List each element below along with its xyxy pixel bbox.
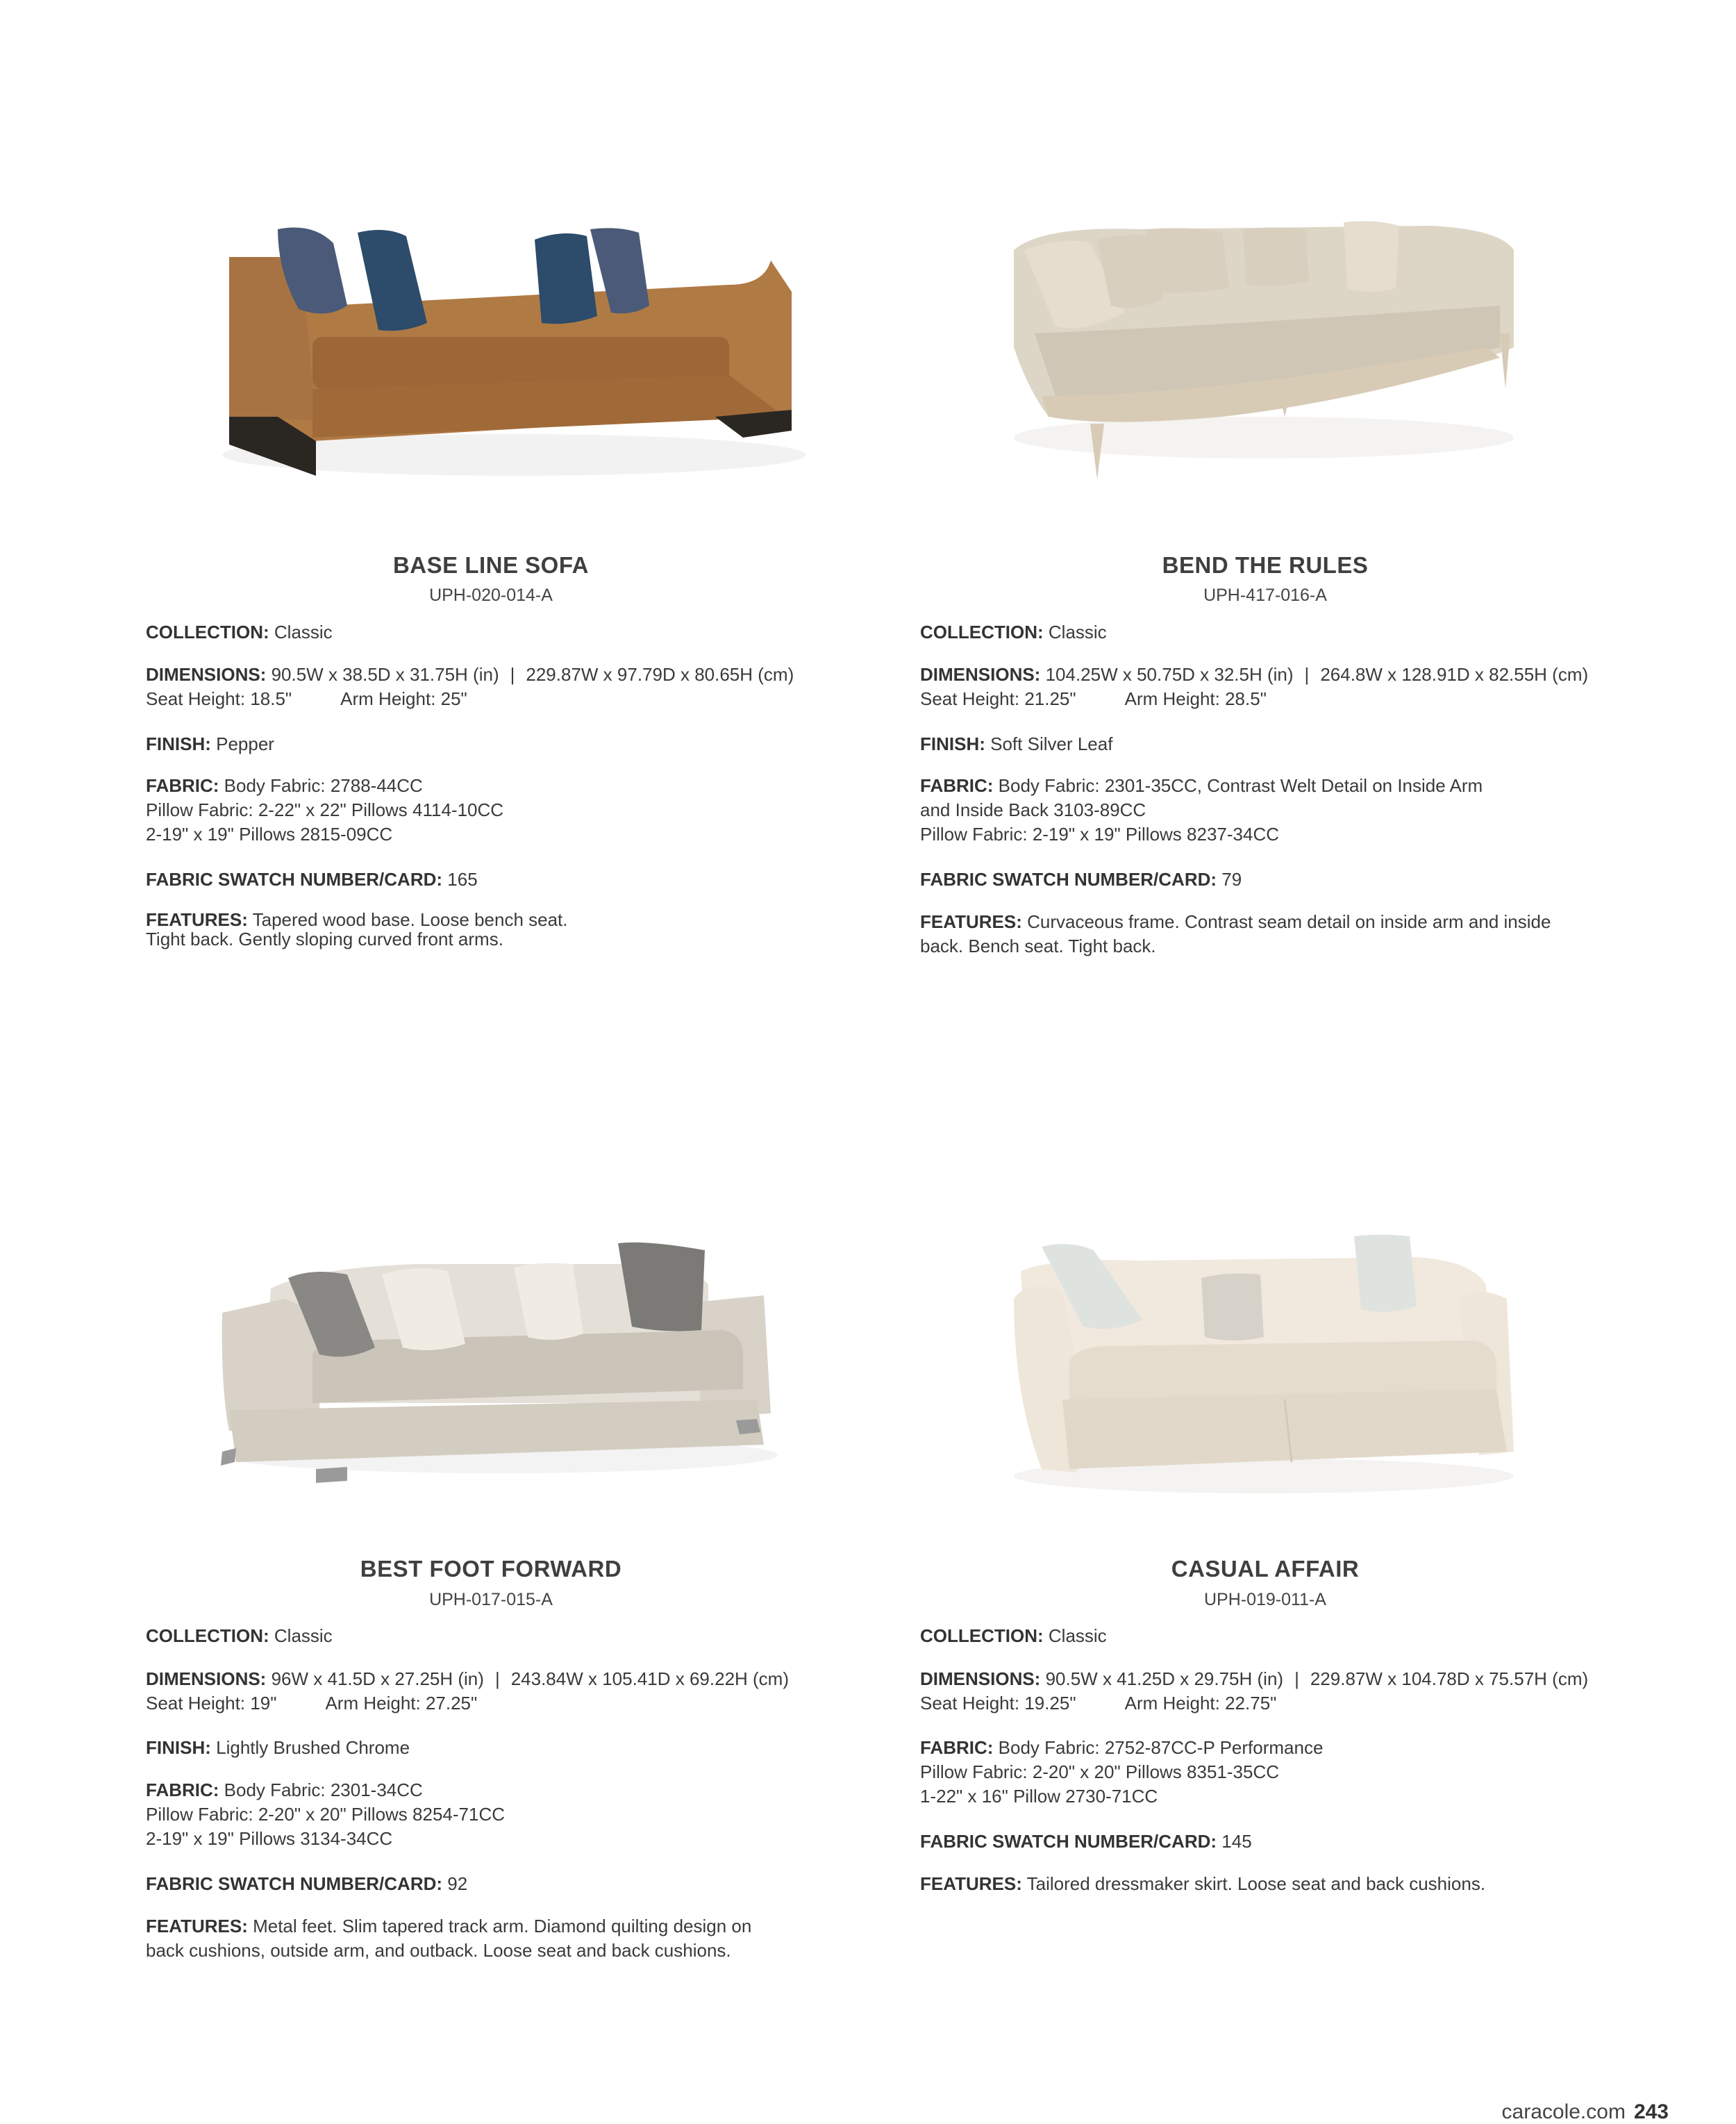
- fabric-line: and Inside Back 3103-89CC: [920, 799, 1146, 820]
- swatch-row: [146, 868, 896, 892]
- features-label: FEATURES:: [146, 1916, 248, 1936]
- dimensions-cm: 229.87W x 104.78D x 75.57H (cm): [1310, 1668, 1589, 1689]
- features-line: back. Bench seat. Tight back.: [920, 936, 1156, 956]
- collection-value: Classic: [274, 622, 333, 642]
- swatch-value: 92: [447, 1873, 468, 1894]
- fabric-line: Pillow Fabric: 2-22" x 22" Pillows 4114-10CC: [146, 799, 504, 820]
- dimensions-label: DIMENSIONS:: [146, 1668, 267, 1689]
- seat-height: Seat Height: 19": [146, 1693, 277, 1714]
- finish-label: FINISH:: [146, 1737, 211, 1758]
- fabric-label: FABRIC:: [920, 1737, 994, 1758]
- fabric-line: Body Fabric: 2752-87CC-P Performance: [998, 1737, 1324, 1758]
- features-line: Curvaceous frame. Contrast seam detail on inside arm and inside: [1027, 911, 1551, 932]
- fabric-line: 2-19" x 19" Pillows 2815-09CC: [146, 824, 393, 845]
- dimensions-label: DIMENSIONS:: [146, 664, 267, 685]
- dimensions-cm: 229.87W x 97.79D x 80.65H (cm): [526, 664, 794, 685]
- arm-height: Arm Height: 22.75": [1124, 1693, 1277, 1714]
- product-sku: UPH-417-016-A: [1203, 586, 1327, 605]
- features-line: Tailored dressmaker skirt. Loose seat and back cushions.: [1026, 1873, 1486, 1894]
- swatch-label: FABRIC SWATCH NUMBER/CARD:: [920, 869, 1217, 890]
- seat-height: Seat Height: 18.5": [146, 688, 292, 709]
- fabric-line: Pillow Fabric: 2-20" x 20" Pillows 8254-71CC: [146, 1804, 506, 1825]
- features-line: back cushions, outside arm, and outback. Loose seat and back cushions.: [146, 1940, 731, 1961]
- page-number: 243: [1633, 2100, 1669, 2123]
- swatch-label: FABRIC SWATCH NUMBER/CARD:: [920, 1831, 1217, 1852]
- swatch-value: 79: [1221, 869, 1242, 890]
- finish-label: FINISH:: [146, 733, 211, 754]
- collection-row: [920, 620, 1670, 645]
- swatch-label: FABRIC SWATCH NUMBER/CARD:: [146, 1873, 443, 1894]
- collection-value: Classic: [274, 1625, 333, 1646]
- swatch-label: FABRIC SWATCH NUMBER/CARD:: [146, 869, 443, 890]
- collection-label: COLLECTION:: [146, 622, 269, 642]
- fabric-label: FABRIC:: [146, 775, 219, 796]
- dimensions-row: DIMENSIONS: 90.5W x 41.25D x 29.75H (in) | 229.87W x 104.78D x 75.57H (cm) Seat Height: 19.25" Arm Height: 22.75": [920, 1667, 1670, 1716]
- collection-value: Classic: [1048, 622, 1107, 642]
- fabric-row: [920, 774, 1670, 847]
- seat-height: Seat Height: 21.25": [920, 688, 1076, 709]
- product-title: BEST FOOT FORWARD: [360, 1556, 622, 1582]
- collection-label: COLLECTION:: [146, 1625, 269, 1646]
- features-label: FEATURES:: [146, 909, 248, 930]
- features-line: Tight back. Gently sloping curved front arms.: [146, 929, 503, 949]
- finish-label: FINISH:: [920, 733, 985, 754]
- product-title: CASUAL AFFAIR: [1171, 1556, 1360, 1582]
- product-title: BASE LINE SOFA: [392, 552, 590, 578]
- dimensions-in: 104.25W x 50.75D x 32.5H (in): [1045, 664, 1294, 685]
- dimensions-row: DIMENSIONS: 104.25W x 50.75D x 32.5H (in) | 264.8W x 128.91D x 82.55H (cm) Seat Height: 21.25" Arm Height: 28.5": [920, 663, 1670, 711]
- fabric-line: Pillow Fabric: 2-19" x 19" Pillows 8237-34CC: [920, 824, 1280, 845]
- fabric-line: Pillow Fabric: 2-20" x 20" Pillows 8351-35CC: [920, 1761, 1280, 1782]
- features-line: Metal feet. Slim tapered track arm. Diamond quilting design on: [253, 1916, 752, 1936]
- features-line: Tapered wood base. Loose bench seat.: [252, 909, 568, 930]
- fabric-row: [920, 1736, 1670, 1809]
- fabric-line: Body Fabric: 2301-35CC, Contrast Welt Detail on Inside Arm: [998, 775, 1483, 796]
- swatch-row: [920, 868, 1670, 892]
- swatch-value: 165: [447, 869, 478, 890]
- swatch-value: 145: [1221, 1831, 1252, 1852]
- fabric-line: 1-22" x 16" Pillow 2730-71CC: [920, 1786, 1158, 1807]
- finish-value: Soft Silver Leaf: [990, 733, 1113, 754]
- product-sku: UPH-019-011-A: [1203, 1590, 1326, 1609]
- product-sku: UPH-017-015-A: [429, 1590, 553, 1609]
- base-line-sofa-photo: [187, 208, 812, 500]
- features-row: [146, 910, 896, 949]
- swatch-row: [920, 1830, 1670, 1854]
- collection-row: [146, 1624, 896, 1648]
- finish-value: Pepper: [216, 733, 274, 754]
- features-row: [920, 1872, 1670, 1896]
- finish-row: [146, 732, 896, 756]
- features-label: FEATURES:: [920, 911, 1022, 932]
- best-foot-forward-photo: [208, 1222, 785, 1500]
- fabric-row: [146, 1778, 896, 1851]
- fabric-label: FABRIC:: [920, 775, 994, 796]
- dimensions-label: DIMENSIONS:: [920, 664, 1041, 685]
- collection-row: [146, 620, 896, 645]
- page-footer: [1502, 2100, 1669, 2124]
- fabric-label: FABRIC:: [146, 1779, 219, 1800]
- dimensions-in: 90.5W x 41.25D x 29.75H (in): [1045, 1668, 1284, 1689]
- fabric-line: 2-19" x 19" Pillows 3134-34CC: [146, 1828, 393, 1849]
- dimensions-cm: 243.84W x 105.41D x 69.22H (cm): [510, 1668, 789, 1689]
- arm-height: Arm Height: 28.5": [1124, 688, 1267, 709]
- dimensions-row: DIMENSIONS: 90.5W x 38.5D x 31.75H (in) | 229.87W x 97.79D x 80.65H (cm) Seat Height: 18.5" Arm Height: 25": [146, 663, 896, 711]
- collection-value: Classic: [1048, 1625, 1107, 1646]
- collection-label: COLLECTION:: [920, 622, 1044, 642]
- fabric-row: [146, 774, 896, 847]
- arm-height: Arm Height: 27.25": [325, 1693, 478, 1714]
- fabric-line: Body Fabric: 2788-44CC: [224, 775, 423, 796]
- arm-height: Arm Height: 25": [340, 688, 467, 709]
- features-row: [920, 910, 1670, 959]
- product-sku: UPH-020-014-A: [429, 586, 553, 605]
- dimensions-label: DIMENSIONS:: [920, 1668, 1041, 1689]
- dimensions-in: 96W x 41.5D x 27.25H (in): [271, 1668, 484, 1689]
- finish-value: Lightly Brushed Chrome: [216, 1737, 410, 1758]
- finish-row: [146, 1736, 896, 1760]
- product-title: BEND THE RULES: [1162, 552, 1369, 578]
- site-link[interactable]: caracole.com: [1501, 2100, 1626, 2123]
- features-label: FEATURES:: [920, 1873, 1022, 1894]
- dimensions-cm: 264.8W x 128.91D x 82.55H (cm): [1320, 664, 1589, 685]
- casual-affair-photo: [1000, 1222, 1528, 1500]
- collection-row: [920, 1624, 1670, 1648]
- dimensions-in: 90.5W x 38.5D x 31.75H (in): [271, 664, 499, 685]
- dimensions-row: DIMENSIONS: 96W x 41.5D x 27.25H (in) | 243.84W x 105.41D x 69.22H (cm) Seat Height: 19" Arm Height: 27.25": [146, 1667, 896, 1716]
- finish-row: [920, 732, 1670, 756]
- swatch-row: [146, 1872, 896, 1896]
- collection-label: COLLECTION:: [920, 1625, 1044, 1646]
- bend-the-rules-photo: [1000, 208, 1528, 486]
- seat-height: Seat Height: 19.25": [920, 1693, 1076, 1714]
- features-row: [146, 1914, 896, 1963]
- fabric-line: Body Fabric: 2301-34CC: [224, 1779, 423, 1800]
